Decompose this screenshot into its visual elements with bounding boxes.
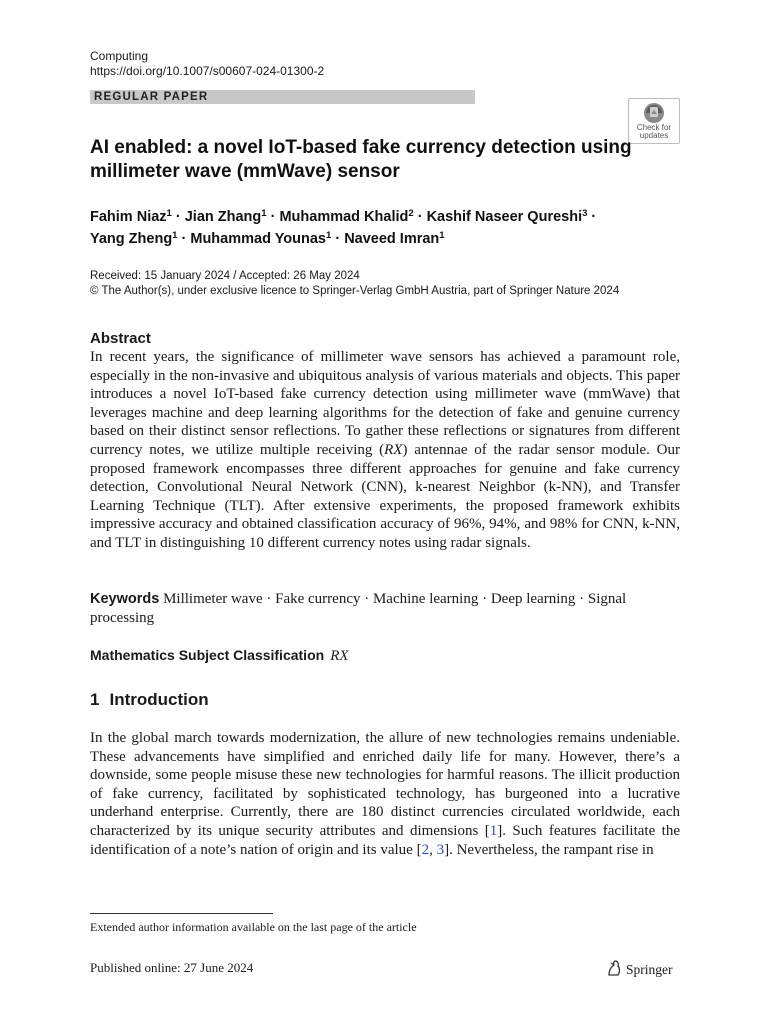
author-separator: · (171, 209, 185, 225)
copyright-notice: © The Author(s), under exclusive licence to Springer-Verlag GmbH Austria, part of Springer Nature 2024 (90, 285, 620, 297)
msc-section (90, 646, 349, 665)
article-type-label: REGULAR PAPER (94, 91, 209, 103)
author-name[interactable]: Muhammad Khalid (279, 209, 409, 225)
author-separator: · (413, 209, 427, 225)
author-affiliation: 3 (582, 208, 588, 219)
keywords-heading: Keywords (90, 591, 160, 607)
author-affiliation: 2 (408, 208, 414, 219)
abstract-text (90, 348, 680, 553)
author-affiliation: 1 (166, 208, 172, 219)
abstract-heading: Abstract (90, 330, 151, 347)
publisher-name: Springer (626, 962, 673, 977)
author-list (90, 206, 670, 250)
author-separator: · (587, 209, 597, 225)
section-number: 1 (90, 690, 100, 709)
author-name[interactable]: Fahim Niaz (90, 209, 167, 225)
springer-horse-icon (605, 959, 623, 977)
author-name[interactable]: Yang Zheng (90, 231, 173, 247)
check-updates-label: Check for updates (636, 123, 672, 140)
citation-link[interactable]: 2 (421, 841, 430, 858)
article-type-bar (90, 90, 475, 104)
received-accepted-dates: Received: 15 January 2024 / Accepted: 26 May 2024 (90, 270, 360, 282)
section-title: Introduction (109, 690, 209, 709)
author-separator: · (331, 231, 345, 247)
check-updates-icon (642, 102, 666, 124)
abstract-body-continued: ) antennae of the radar sensor module. Our proposed framework encompasses three different approaches for genuine and fake currency detection, Convolutional Neural Network (CNN), k-nearest Neighbor (k-NN), and Transfer Learning Technique (TLT). After extensive experiments, the proposed framework exhibits impressive accuracy and obtained classification accuracy of 96%, 94%, and 98% for CNN, k-NN, and TLT in distinguishing 10 different currency notes using radar signals. (90, 441, 680, 551)
author-name[interactable]: Kashif Naseer Qureshi (426, 209, 583, 225)
msc-heading: Mathematics Subject Classification (90, 647, 325, 663)
section-heading-introduction (90, 690, 209, 710)
author-affiliation: 1 (172, 230, 178, 241)
author-affiliation: 1 (439, 230, 445, 241)
keywords-section (90, 590, 680, 628)
author-name[interactable]: Naveed Imran (344, 231, 440, 247)
citation-link[interactable]: 3 (436, 841, 445, 858)
published-online-date: Published online: 27 June 2024 (90, 960, 254, 975)
footnote: Extended author information available on the last page of the article (90, 920, 417, 934)
paper-title: AI enabled: a novel IoT-based fake currency detection using millimeter wave (mmWave) sensor (90, 137, 632, 182)
msc-value: RX (330, 648, 349, 664)
author-affiliation: 1 (261, 208, 267, 219)
abstract-body: In recent years, the significance of millimeter wave sensors has achieved a paramount role, especially in the non-invasive and ubiquitous analysis of various materials and objects. This paper introduces a novel IoT-based fake currency detection using millimeter wave (mmWave) that leverages machine and deep learning algorithms for the detection of fake and genuine currency based on their distinct sensor reflections. To gather these reflections or signatures from different currency notes, we utilize multiple receiving ( (90, 349, 680, 458)
journal-name: Computing (90, 49, 149, 63)
author-name[interactable]: Jian Zhang (184, 209, 262, 225)
abstract-rx-term: RX (384, 441, 403, 458)
footnote-divider (90, 913, 273, 914)
author-separator: · (266, 209, 280, 225)
citation-link[interactable]: 1 (489, 822, 498, 839)
intro-body: In the global march towards modernization, the allure of new technologies remains undeniable. These advancements have simplified and enriched daily life for many. However, there’s a downside, some people misuse these new technologies for harmful reasons. The illicit production of fake currency, facilitated by sophisticated technology, has burgeoned into a lucrative underhand enterprise. Currently, there are 180 distinct currencies circulated worldwide, each characterized by its unique security attributes and dimensions [ (90, 730, 680, 839)
author-affiliation: 1 (326, 230, 332, 241)
author-name[interactable]: Muhammad Younas (190, 231, 326, 247)
doi-link[interactable]: https://doi.org/10.1007/s00607-024-01300-2 (90, 64, 325, 78)
introduction-text (90, 729, 680, 859)
author-separator: · (177, 231, 191, 247)
intro-body: ]. Nevertheless, the rampant rise in (444, 841, 654, 858)
intro-body: ]. Such features facilitate the identification of a note’s nation of origin and its value [ (90, 822, 680, 858)
intro-body: , (429, 841, 437, 858)
keywords-list: Millimeter wave · Fake currency · Machine learning · Deep learning · Signal processing (90, 591, 627, 626)
publisher-logo (605, 959, 673, 979)
